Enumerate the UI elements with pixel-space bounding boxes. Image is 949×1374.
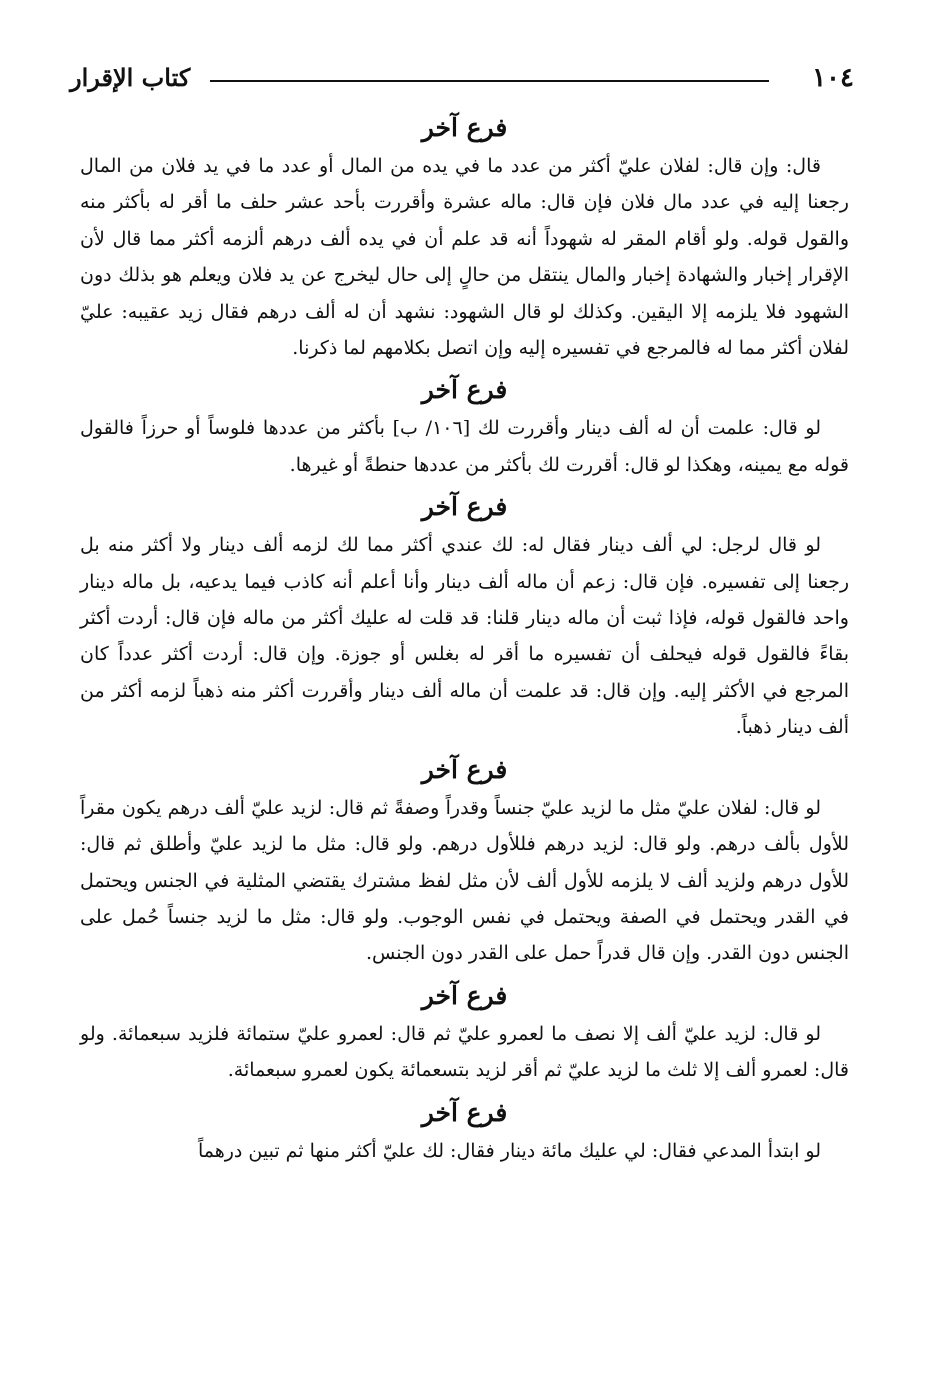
section-title: فرع آخر [421, 113, 508, 142]
header-rule [210, 80, 769, 82]
page-header [70, 60, 854, 96]
section-title: فرع آخر [421, 1097, 508, 1127]
section [80, 1093, 849, 1169]
section-title: فرع آخر [421, 980, 508, 1010]
book-title: كتاب الإقرار [70, 63, 191, 92]
section-paragraph: قال: وإن قال: لفلان عليّ أكثر من عدد ما في يده من المال أو عدد ما في يد فلان من المال رجعنا إليه في عدد مال فلان فإن قال: ماله عشرة وأقررت بأحد عشر حلف ما أقر له بأكثر منه والقول قوله. ولو أقام المقر له شهوداً أنه قد علم أن في يده ألف درهم ألزمه أكثر مما قال لأن الإقرار إخبار والشهادة إخبار والمال ينتقل من حالٍ إلى حال ليخرج عن يد فلان ويعلم هو بذلك دون الشهود فلا يلزمه إلا اليقين. وكذلك لو قال الشهود: نشهد أن له ألف درهم فقال زيد عقيبه: عليّ لفلان أكثر مما له فالمرجع في تفسيره إليه وإن اتصل بكلامهم لما ذكرنا. [80, 155, 849, 360]
section [80, 108, 849, 366]
section-title: فرع آخر [421, 375, 508, 405]
section-paragraph: لو قال: لفلان عليّ مثل ما لزيد عليّ جنساً وقدراً وصفةً ثم قال: لزيد عليّ ألف درهم يكون مقراً للأول بألف درهم. ولو قال: لزيد درهم فللأول درهم. ولو قال: مثل ما لزيد عليّ وأطلق ثم قال: للأول درهم ولزيد ألف لا يلزمه للأول ألف لأن مثل لفظ مشترك يقتضي المثلية في الجنس ويحتمل في القدر ويحتمل في الصفة ويحتمل في نفس الوجوب. ولو قال: مثل ما لزيد جنساً حُمل على الجنس دون القدر. وإن قال قدراً حمل على القدر دون الجنس. [80, 796, 849, 965]
section-paragraph: لو قال: لزيد عليّ ألف إلا نصف ما لعمرو عليّ ثم قال: لعمرو عليّ ستمائة فلزيد سبعمائة. ولو قال: لعمرو ألف إلا ثلث ما لزيد عليّ ثم أقر لزيد بتسعمائة يكون لعمرو سبعمائة. [80, 1022, 849, 1082]
page-number: ١٠٤ [812, 63, 854, 93]
section-paragraph: لو ابتدأ المدعي فقال: لي عليك مائة دينار فقال: لك عليّ أكثر منها ثم تبين درهماً [197, 1139, 821, 1162]
section [80, 370, 849, 483]
section-paragraph: لو قال: علمت أن له ألف دينار وأقررت لك [١٠٦/ ب] بأكثر من عددها فلوساً أو حرزاً فالقول قوله مع يمينه، وهكذا لو قال: أقررت لك بأكثر من عددها حنطةً أو غيرها. [80, 417, 849, 476]
page-content [80, 108, 849, 1173]
section [80, 976, 849, 1089]
section-title: فرع آخر [421, 492, 508, 522]
section-title: فرع آخر [421, 754, 508, 784]
section [80, 487, 849, 745]
section [80, 750, 849, 972]
section-paragraph: لو قال لرجل: لي ألف دينار فقال له: لك عندي أكثر مما لك لزمه ألف دينار ولا أكثر منه بل رجعنا إلى تفسيره. فإن قال: زعم أن ماله ألف دينار وأنا أعلم أنه كاذب فيما يدعيه، بل ماله دينار واحد فالقول قوله، فإذا ثبت أن ماله دينار قلنا: قد قلت له عليك أكثر من ماله فإن قال: أردت أكثر بقاءً فالقول قوله فيحلف أن تفسيره ما أقر له بغلس أو جوزة. وإن قال: أردت أكثر عدداً كان المرجع في الأكثر إليه. وإن قال: قد علمت أن ماله ألف دينار وأقررت أكثر منه ذهباً لزمه أكثر من ألف دينار ذهباً. [80, 534, 849, 739]
